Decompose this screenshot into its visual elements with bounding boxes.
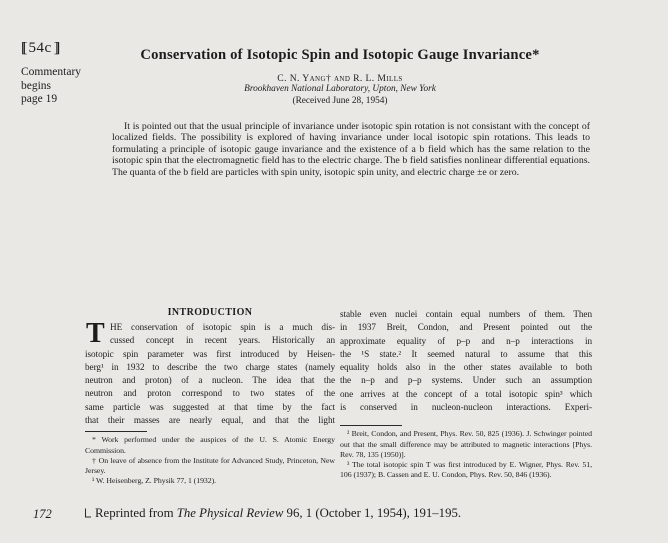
footnote: ² Breit, Condon, and Present, Phys. Rev. 50, 825 (1936). J. Schwinger pointed out that the small difference may be attributed to magnetic interactions [Phys. Rev. 78, 135 (1950)].	[340, 429, 592, 459]
text-line: cussed concept in recent years. Historically an	[110, 335, 335, 346]
corner-mark-icon	[85, 509, 91, 518]
footnote-rule	[85, 431, 147, 432]
text-line: equality holds also in the other states available to both	[340, 362, 592, 373]
reprint-credit-line	[85, 506, 461, 521]
left-column	[85, 318, 335, 486]
commentary-note-line: begins	[21, 79, 52, 92]
section-heading-introduction: INTRODUCTION	[167, 307, 253, 318]
reference-label	[21, 40, 81, 57]
journal-name: The Physical Review	[176, 506, 284, 520]
commentary-note-line: page 19	[21, 93, 58, 105]
received-date: (Received June 28, 1954)	[292, 96, 388, 106]
double-bracket-close: ]	[53, 40, 60, 56]
right-column	[340, 308, 592, 480]
text-line: same particle was suggested at that time by the fact	[85, 401, 335, 412]
footnote: † On leave of absence from the Institute for Advanced Study, Princeton, New Jersey.	[85, 455, 335, 475]
double-bracket-open: [	[21, 40, 27, 56]
text-line: one arrives at the concept of a total isotopic spin³ which	[340, 388, 592, 399]
text-line: that their masses are nearly equal, and that the light	[85, 415, 335, 426]
text-line: HE conservation of isotopic spin is a much dis-	[110, 322, 335, 332]
affiliation-line: Brookhaven National Laboratory, Upton, New York	[244, 84, 436, 94]
dropcap-letter: T	[86, 318, 105, 349]
abstract-text: It is pointed out that the usual principle of invariance under isotopic spin rotation is not consistant with the concept of localized fields. The possibility is explored of having invariance under local isotopic spin rotations. This leads to formulating a principle of isotopic gauge invariance and the existence of a b field which has the same relation to the isotopic spin that the electromagnetic field has to the electric charge. The b field satisfies nonlinear differential equations. The quanta of the b field are particles with spin unity, isotopic spin unity, and electric charge ±e or zero.	[112, 121, 590, 178]
text-line: stable even nuclei contain equal numbers of them. Then	[340, 309, 592, 319]
text-line: berg¹ in 1932 to describe the two charge states (namely	[85, 361, 335, 372]
text-line: in 1937 Breit, Condon, and Present pointed out the	[340, 322, 592, 333]
commentary-note-line: Commentary	[21, 66, 82, 78]
text-line: isotopic spin parameter was first introduced by Heisen-	[85, 348, 335, 359]
commentary-note	[21, 66, 81, 107]
margin-reference	[21, 40, 81, 107]
authors-line: C. N. Yang† and R. L. Mills	[277, 73, 403, 84]
text-line: neutron and proton) of a nucleon. The idea that the	[85, 375, 335, 386]
text-line: the ¹S state.² It seemed natural to assume that this	[340, 348, 592, 359]
reprint-citation: 96, 1 (October 1, 1954), 191–195.	[283, 506, 462, 520]
footnote-rule	[340, 425, 402, 426]
text-line: approximate equality of p–p and n–p interactions in	[340, 335, 592, 346]
text-line: is conserved in nucleon-nucleon interactions. Experi-	[340, 402, 592, 413]
footnote: ¹ W. Heisenberg, Z. Physik 77, 1 (1932).	[92, 476, 217, 486]
text-line: neutron and proton correspond to two states of the	[85, 388, 335, 399]
text-line: the n–p and p–p systems. Under such an assumption	[340, 375, 592, 386]
reprint-text: Reprinted from	[95, 506, 177, 520]
reference-number: 54c	[28, 40, 52, 56]
paper-title: Conservation of Isotopic Spin and Isotopic Gauge Invariance*	[140, 47, 540, 63]
footnote: * Work performed under the auspices of the U. S. Atomic Energy Commission.	[85, 435, 335, 455]
footnote: ³ The total isotopic spin T was first introduced by E. Wigner, Phys. Rev. 51, 106 (1937); B. Cassen and E. U. Condon, Phys. Rev. 50, 846 (1936).	[340, 459, 592, 480]
page-number: 172	[33, 507, 52, 521]
